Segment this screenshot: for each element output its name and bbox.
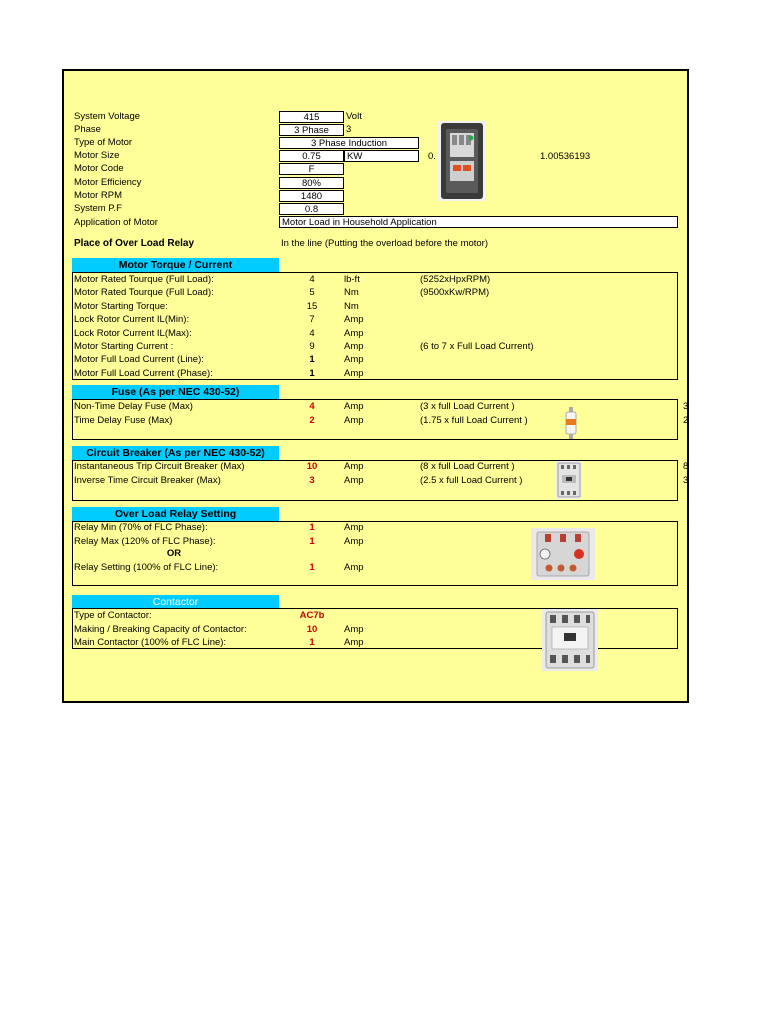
- relay-row-value: 1: [309, 535, 315, 547]
- fuse-row-unit: Amp: [344, 401, 364, 412]
- fuse-row-value: 4: [309, 401, 315, 412]
- relay-row-label: Relay Max (120% of FLC Phase):: [74, 535, 216, 547]
- torque-row-unit: Nm: [344, 287, 359, 299]
- overload-place-label: Place of Over Load Relay: [74, 238, 195, 249]
- relay-row-label: Relay Setting (100% of FLC Line):: [74, 562, 219, 573]
- relay-or-label: OR: [166, 548, 182, 559]
- motor-type-label: Type of Motor: [74, 137, 133, 148]
- contactor-row-label: Making / Breaking Capacity of Contactor:: [74, 623, 247, 635]
- torque-row-value: 1: [309, 367, 315, 379]
- system-pf-input[interactable]: 0.8: [279, 203, 344, 215]
- breaker-row-edge: 3: [683, 474, 689, 486]
- fuse-row-label: Time Delay Fuse (Max): [74, 414, 173, 426]
- fuse-row-note: (3 x full Load Current ): [420, 401, 515, 412]
- fuse-row-label: Non-Time Delay Fuse (Max): [74, 401, 193, 412]
- torque-row-unit: Amp: [344, 314, 364, 326]
- torque-row-unit: Amp: [344, 327, 364, 339]
- torque-row-label: Lock Rotor Current IL(Max):: [74, 327, 192, 339]
- fuse-image: [564, 407, 578, 439]
- motor-efficiency-label: Motor Efficiency: [74, 177, 142, 188]
- torque-row-unit: Amp: [344, 367, 364, 379]
- relay-row-label: Relay Min (70% of FLC Phase):: [74, 522, 208, 533]
- system-voltage-label: System Voltage: [74, 111, 141, 122]
- breaker-section-header: Circuit Breaker (As per NEC 430-52): [72, 446, 279, 460]
- motor-size-label: Motor Size: [74, 150, 120, 161]
- torque-row-unit: Amp: [344, 341, 364, 352]
- contactor-row-unit: Amp: [344, 623, 364, 635]
- relay-row-unit: Amp: [344, 522, 364, 533]
- fuse-row-edge: 2: [683, 414, 689, 426]
- motor-rpm-input[interactable]: 1480: [279, 190, 344, 202]
- torque-row-label: Motor Rated Tourque (Full Load):: [74, 287, 214, 299]
- phase-number: 3: [346, 124, 352, 135]
- fuse-row-note: (1.75 x full Load Current ): [420, 414, 528, 426]
- torque-row-unit: Nm: [344, 300, 359, 312]
- motor-size-hp-partial: 0.: [428, 151, 436, 162]
- fuse-section-header: Fuse (As per NEC 430-52): [72, 385, 279, 399]
- breaker-row-value: 3: [309, 474, 315, 486]
- torque-row-label: Lock Rotor Current IL(Min):: [74, 314, 190, 326]
- torque-row-label: Motor Starting Torque:: [74, 300, 168, 312]
- torque-row-value: 4: [309, 274, 315, 285]
- motor-code-label: Motor Code: [74, 163, 124, 174]
- breaker-row-note: (8 x full Load Current ): [420, 461, 515, 472]
- overload-relay-image: [531, 528, 595, 580]
- torque-row-note: (6 to 7 x Full Load Current): [420, 341, 534, 352]
- contactor-row-label: Type of Contactor:: [74, 610, 152, 621]
- motor-starter-image: [438, 121, 486, 201]
- application-label: Application of Motor: [74, 217, 158, 228]
- system-pf-label: System P.F: [74, 203, 122, 214]
- relay-section-header: Over Load Relay Setting: [72, 507, 279, 521]
- torque-row-value: 4: [309, 327, 315, 339]
- motor-efficiency-input[interactable]: 80%: [279, 177, 344, 189]
- torque-row-label: Motor Rated Tourque (Full Load):: [74, 274, 214, 285]
- torque-row-note: (9500xKw/RPM): [420, 287, 490, 299]
- motor-size-unit[interactable]: KW: [344, 150, 419, 162]
- torque-section-header: Motor Torque / Current: [72, 258, 279, 272]
- phase-input[interactable]: 3 Phase: [279, 124, 344, 136]
- breaker-row-unit: Amp: [344, 461, 364, 472]
- circuit-breaker-image: [556, 461, 582, 499]
- torque-row-note: (5252xHpxRPM): [420, 274, 491, 285]
- contactor-row-label: Main Contactor (100% of FLC Line):: [74, 637, 227, 648]
- overload-place-value: In the line (Putting the overload before the motor): [281, 238, 489, 249]
- motor-size-input[interactable]: 0.75: [279, 150, 344, 162]
- breaker-row-edge: 8: [683, 461, 689, 472]
- fuse-row-value: 2: [309, 414, 315, 426]
- calculation-sheet: [62, 69, 689, 703]
- breaker-row-label: Inverse Time Circuit Breaker (Max): [74, 474, 221, 486]
- fuse-row-edge: 3: [683, 401, 689, 412]
- breaker-row-unit: Amp: [344, 474, 364, 486]
- contactor-image: [542, 609, 598, 671]
- torque-row-label: Motor Full Load Current (Line):: [74, 354, 204, 366]
- motor-type-input[interactable]: 3 Phase Induction: [279, 137, 419, 149]
- contactor-row-unit: Amp: [344, 637, 364, 648]
- torque-row-value: 15: [306, 300, 318, 312]
- phase-label: Phase: [74, 124, 101, 135]
- relay-row-unit: Amp: [344, 535, 364, 547]
- relay-row-value: 1: [309, 522, 315, 533]
- relay-row-value: 1: [309, 562, 315, 573]
- motor-code-input[interactable]: F: [279, 163, 344, 175]
- torque-row-value: 9: [309, 341, 315, 352]
- application-input[interactable]: Motor Load in Household Application: [279, 216, 678, 228]
- relay-row-unit: Amp: [344, 562, 364, 573]
- torque-row-unit: lb-ft: [344, 274, 360, 285]
- torque-row-value: 1: [309, 354, 315, 366]
- torque-row-unit: Amp: [344, 354, 364, 366]
- torque-row-label: Motor Full Load Current (Phase):: [74, 367, 213, 379]
- breaker-row-value: 10: [306, 461, 318, 472]
- system-voltage-unit: Volt: [346, 111, 362, 122]
- motor-size-calc: 1.00536193: [540, 151, 591, 162]
- contactor-row-value: 1: [309, 637, 315, 648]
- contactor-section-header: Contactor: [72, 595, 279, 609]
- breaker-row-note: (2.5 x full Load Current ): [420, 474, 523, 486]
- contactor-row-value: 10: [306, 623, 318, 635]
- contactor-row-value: AC7b: [299, 610, 325, 621]
- torque-row-label: Motor Starting Current :: [74, 341, 174, 352]
- motor-rpm-label: Motor RPM: [74, 190, 123, 201]
- breaker-row-label: Instantaneous Trip Circuit Breaker (Max): [74, 461, 245, 472]
- torque-row-value: 7: [309, 314, 315, 326]
- torque-row-value: 5: [309, 287, 315, 299]
- fuse-row-unit: Amp: [344, 414, 364, 426]
- system-voltage-input[interactable]: 415: [279, 111, 344, 123]
